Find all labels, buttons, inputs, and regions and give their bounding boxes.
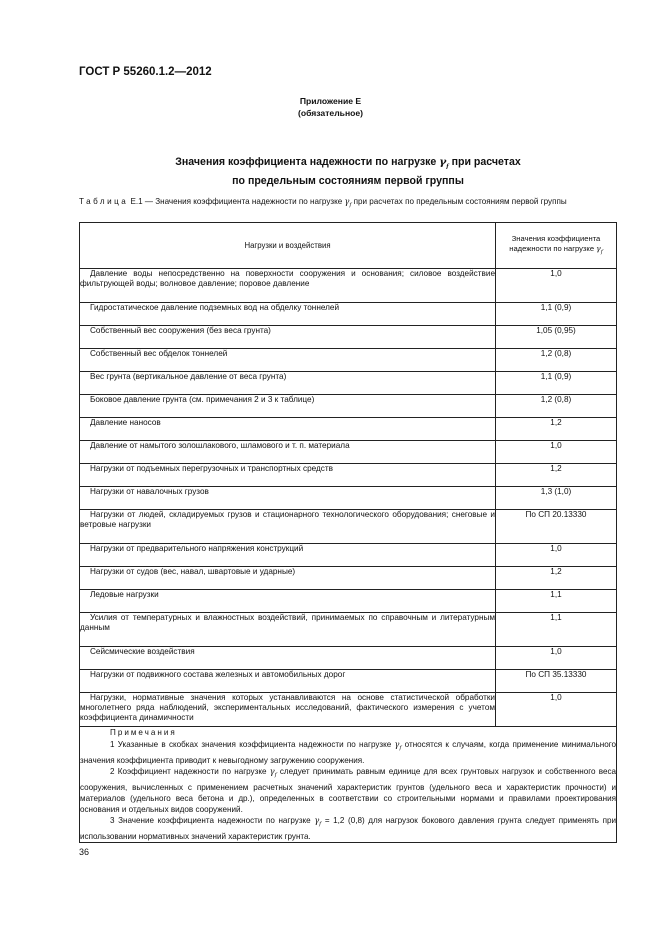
load-cell: Давление от намытого золошлакового, шламового и т. п. материала	[80, 441, 496, 464]
gamma-letter: γ	[596, 243, 601, 253]
load-cell: Нагрузки от подъемных перегрузочных и транспортных средств	[80, 464, 496, 487]
load-cell: Боковое давление грунта (см. примечания 2 и 3 к таблице)	[80, 395, 496, 418]
table-row	[80, 372, 617, 395]
page-number: 36	[79, 847, 90, 857]
table-row	[80, 567, 617, 590]
load-cell: Вес грунта (вертикальное давление от веса грунта)	[80, 372, 496, 395]
table-row	[80, 303, 617, 326]
value-cell: 1,2	[496, 464, 617, 487]
gamma-subscript: f	[600, 249, 603, 256]
caption-number: Е.1	[130, 197, 143, 206]
table-row	[80, 269, 617, 303]
header-value	[496, 223, 617, 269]
header-value-text: Значения коэффициента надежности по нагрузке	[509, 233, 601, 253]
gamma-letter: γ	[394, 739, 400, 750]
note-3-start: 3 Значение коэффициента надежности по нагрузке	[110, 815, 315, 825]
annex-status: (обязательное)	[297, 108, 364, 118]
value-cell: 1,0	[496, 269, 617, 303]
gamma-subscript: f	[446, 164, 449, 171]
table-row	[80, 395, 617, 418]
gamma-letter: γ	[314, 814, 320, 825]
value-cell: 1,2	[496, 418, 617, 441]
note-1-end: относятся к случаям, когда применение минимального значения коэффициента приводит к невыгодному загружению сооружения.	[80, 740, 616, 765]
value-cell: 1,1 (0,9)	[496, 303, 617, 326]
table-header-row	[80, 223, 617, 269]
value-cell: 1,1 (0,9)	[496, 372, 617, 395]
load-cell: Давление наносов	[80, 418, 496, 441]
load-cell: Нагрузки от судов (вес, навал, швартовые и ударные)	[80, 567, 496, 590]
load-cell: Собственный вес обделок тоннелей	[80, 349, 496, 372]
gamma-symbol	[596, 243, 603, 256]
load-cell: Нагрузки, нормативные значения которых устанавливаются на основе статистической обработки многолетнего ряда наблюдений, экспериментальных исследований, фактического измерения с учетом коэффициента динамичности	[80, 693, 496, 727]
value-cell: 1,1	[496, 590, 617, 613]
note-2-end: следует принимать равным единице для всех грунтовых нагрузок и собственного веса сооружения, вычисленных с применением расчетных значений характеристик грунтов (удельного веса и характеристик прочности) и материалов (удельного веса бетона и др.), определенных в соответствии со строительными нормами и правилами проектирования основания и отдельных видов сооружений.	[80, 766, 616, 814]
gamma-symbol	[439, 156, 449, 171]
header-loads: Нагрузки и воздействия	[80, 223, 496, 269]
note-3	[80, 815, 616, 842]
load-cell: Нагрузки от подвижного состава железных и автомобильных дорог	[80, 670, 496, 693]
load-cell: Усилия от температурных и влажностных воздействий, принимаемых по справочным и литературным данным	[80, 613, 496, 647]
value-cell: 1,0	[496, 544, 617, 567]
gamma-subscript: f	[349, 202, 352, 209]
value-cell: 1,05 (0,95)	[496, 326, 617, 349]
table-caption	[79, 196, 615, 212]
note-1-start: 1 Указанные в скобках значения коэффициента надежности по нагрузке	[110, 740, 395, 750]
load-cell: Гидростатическое давление подземных вод на обделку тоннелей	[80, 303, 496, 326]
table-row	[80, 487, 617, 510]
caption-label: Таблица	[79, 197, 129, 206]
coefficients-table	[79, 222, 617, 843]
value-cell: По СП 20.13330	[496, 510, 617, 544]
load-cell: Нагрузки от навалочных грузов	[80, 487, 496, 510]
gamma-symbol	[269, 765, 277, 779]
main-title-line2: по предельным состояниям первой группы	[232, 175, 464, 188]
gamma-letter: γ	[439, 156, 447, 168]
table-row	[80, 670, 617, 693]
table-row	[80, 510, 617, 544]
notes-row	[80, 727, 617, 843]
gamma-subscript: f	[319, 821, 322, 828]
main-title-line1-end: при расчетах	[448, 156, 521, 168]
note-2-start: 2 Коэффициент надежности по нагрузке	[110, 766, 270, 776]
table-row	[80, 441, 617, 464]
caption-text-start: — Значения коэффициента надежности по нагрузке	[142, 197, 345, 206]
note-3-end: = 1,2 (0,8) для нагрузок бокового давления грунта следует применять при использовании нормативных значений характеристик грунта.	[80, 815, 617, 841]
notes-cell	[80, 727, 617, 843]
value-cell: 1,0	[496, 441, 617, 464]
value-cell: 1,2 (0,8)	[496, 395, 617, 418]
main-title	[100, 155, 596, 188]
notes-title: Примечания	[110, 728, 177, 737]
table-row	[80, 464, 617, 487]
caption-text-end: при расчетах по предельным состояниям первой группы	[351, 197, 567, 206]
value-cell: 1,3 (1,0)	[496, 487, 617, 510]
load-cell: Собственный вес сооружения (без веса грунта)	[80, 326, 496, 349]
table-row	[80, 544, 617, 567]
value-cell: 1,1	[496, 613, 617, 647]
load-cell: Ледовые нагрузки	[80, 590, 496, 613]
table-row	[80, 326, 617, 349]
value-cell: 1,0	[496, 693, 617, 727]
gamma-subscript: f	[274, 772, 277, 779]
note-1	[80, 739, 616, 766]
load-cell: Давление воды непосредственно на поверхности сооружения и основания; силовое воздействие фильтрующей воды; волновое давление; поровое давление	[80, 269, 496, 303]
load-cell: Нагрузки от людей, складируемых грузов и стационарного технологического оборудования; снеговые и ветровые нагрузки	[80, 510, 496, 544]
table-row	[80, 647, 617, 670]
load-cell: Нагрузки от предварительного напряжения конструкций	[80, 544, 496, 567]
table-row	[80, 590, 617, 613]
table-row	[80, 613, 617, 647]
table-row	[80, 693, 617, 727]
value-cell: 1,2	[496, 567, 617, 590]
annex-title: Приложение Е	[299, 96, 362, 106]
document-header: ГОСТ Р 55260.1.2—2012	[79, 66, 212, 78]
table-row	[80, 349, 617, 372]
table-row	[80, 418, 617, 441]
note-2	[80, 766, 616, 815]
value-cell: 1,2 (0,8)	[496, 349, 617, 372]
gamma-letter: γ	[269, 765, 275, 776]
value-cell: 1,0	[496, 647, 617, 670]
value-cell: По СП 35.13330	[496, 670, 617, 693]
load-cell: Сейсмические воздействия	[80, 647, 496, 670]
gamma-subscript: f	[399, 745, 402, 752]
gamma-letter: γ	[344, 196, 350, 206]
main-title-line1-start: Значения коэффициента надежности по нагрузке	[175, 156, 440, 168]
